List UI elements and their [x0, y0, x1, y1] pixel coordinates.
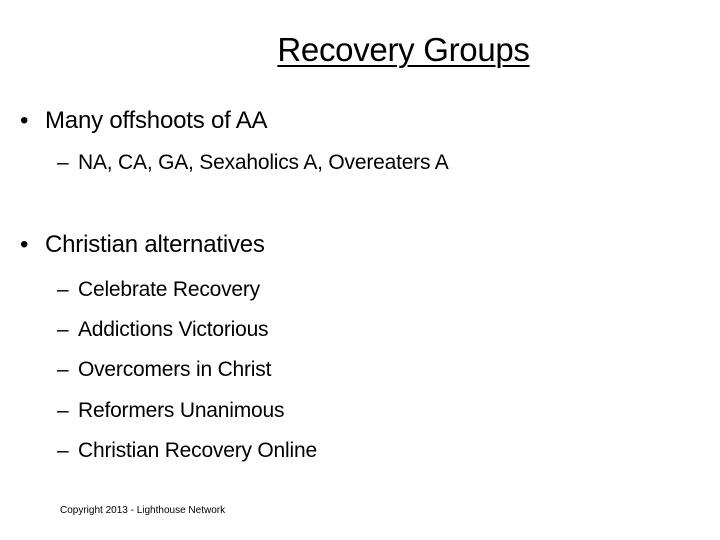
- sub-bullet-text: Overcomers in Christ: [78, 358, 272, 381]
- sub-bullet-item: [57, 316, 268, 344]
- sub-bullet-text: Addictions Victorious: [78, 318, 269, 341]
- bullet-text: Christian alternatives: [45, 231, 265, 258]
- sub-bullet-text: Reformers Unanimous: [78, 399, 285, 422]
- sub-bullet-marker: –: [57, 399, 69, 422]
- sub-bullet-item: [57, 437, 317, 465]
- bullet-marker: •: [20, 107, 29, 134]
- sub-bullet-text: NA, CA, GA, Sexaholics A, Overeaters A: [78, 151, 449, 174]
- sub-bullet-marker: –: [57, 278, 69, 301]
- sub-bullet-marker: –: [57, 151, 69, 174]
- sub-bullet-marker: –: [57, 358, 69, 381]
- sub-bullet-item: [57, 149, 449, 177]
- sub-bullet-item: [57, 356, 271, 384]
- slide-title: [0, 30, 720, 70]
- sub-bullet-text: Celebrate Recovery: [78, 278, 260, 301]
- slide-title-text: Recovery Groups: [277, 31, 530, 68]
- sub-bullet-item: [57, 397, 284, 425]
- sub-bullet-item: [57, 276, 260, 304]
- bullet-item: [20, 230, 265, 260]
- sub-bullet-marker: –: [57, 439, 69, 462]
- bullet-item: [20, 106, 267, 136]
- sub-bullet-marker: –: [57, 318, 69, 341]
- copyright-footer: Copyright 2013 - Lighthouse Network: [60, 505, 226, 516]
- bullet-text: Many offshoots of AA: [45, 107, 268, 134]
- bullet-marker: •: [20, 231, 29, 258]
- sub-bullet-text: Christian Recovery Online: [78, 439, 317, 462]
